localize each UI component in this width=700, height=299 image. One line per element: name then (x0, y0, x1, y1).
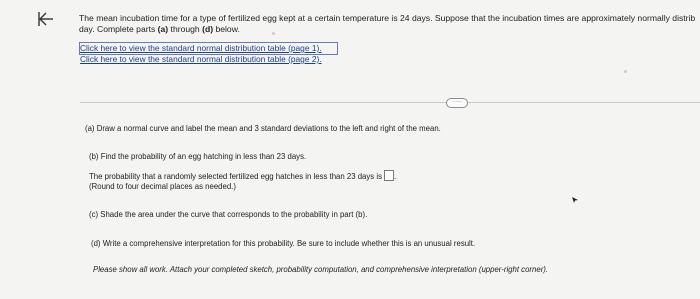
answer-period: . (393, 172, 397, 181)
problem-line-2-end: below. (213, 24, 240, 34)
footer-instructions: Please show all work. Attach your completed sketch, probability computation, and comprehensive interpretation (upper-right corner). (93, 265, 549, 274)
normal-table-page-1-link[interactable]: Click here to view the standard normal distribution table (page 1). (80, 43, 337, 54)
part-a-ref: (a) (157, 24, 169, 34)
back-button[interactable] (34, 8, 58, 32)
question-b: (b) Find the probability of an egg hatching in less than 23 days. (89, 152, 307, 161)
question-c: (c) Shade the area under the curve that corresponds to the probability in part (b). (89, 210, 368, 219)
faint-dot (272, 32, 275, 35)
probability-answer-input[interactable] (384, 170, 397, 181)
back-arrow-icon (34, 8, 58, 32)
expand-more-button[interactable]: ····· (446, 98, 468, 108)
problem-line-2-start: day. Complete parts (79, 24, 158, 34)
round-note: (Round to four decimal places as needed.) (89, 182, 236, 191)
faint-dot (624, 70, 627, 73)
problem-line-1: The mean incubation time for a type of fertilized egg kept at a certain temperature is 24 days. Suppose that the incubation times are approximately normally distrib (79, 13, 696, 23)
part-d-ref: (d) (202, 24, 214, 34)
normal-table-page-2-link[interactable]: Click here to view the standard normal distribution table (page 2). (80, 54, 322, 64)
question-b-answer-row (89, 170, 396, 182)
problem-line-2-mid: through (168, 24, 203, 34)
mouse-pointer-icon (571, 196, 579, 204)
question-d: (d) Write a comprehensive interpretation for this probability. Be sure to include whether this is an unusual result. (91, 239, 476, 248)
table-links (80, 43, 337, 65)
section-divider (80, 102, 700, 103)
problem-statement (79, 13, 700, 35)
answer-prompt: The probability that a randomly selected fertilized egg hatches in less than 23 days is (89, 172, 382, 181)
question-a: (a) Draw a normal curve and label the mean and 3 standard deviations to the left and right of the mean. (85, 124, 441, 133)
problem-line-2 (79, 24, 700, 35)
